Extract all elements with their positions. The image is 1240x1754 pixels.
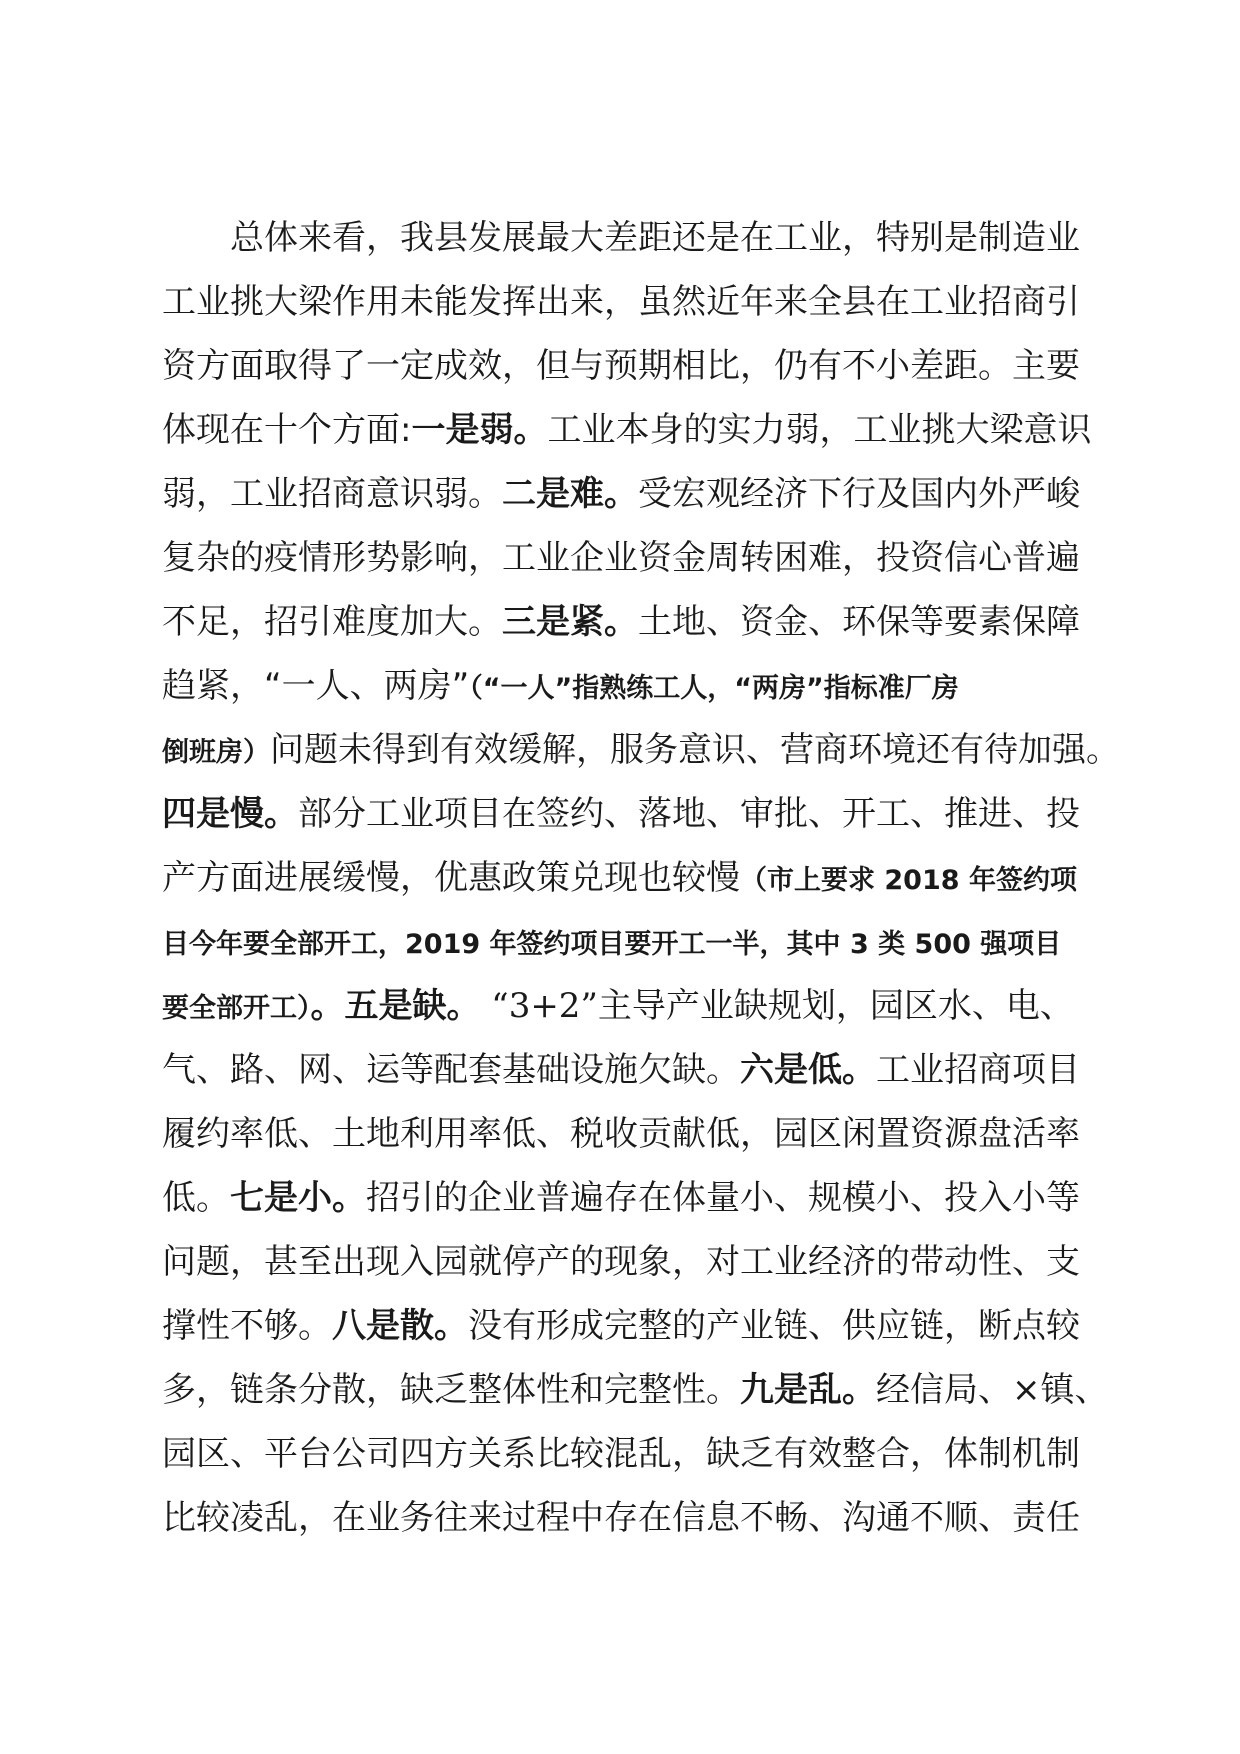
parenthetical-note: 倒班房） xyxy=(162,737,270,768)
text-line xyxy=(162,910,1086,974)
parenthetical-note: 目今年要全部开工，2019 年签约项目要开工一半，其中 3 类 500 强项目 xyxy=(162,929,1062,960)
text-run: 不足，招引难度加大。 xyxy=(162,602,502,642)
parenthetical-note: （市上要求 2018 年签约项 xyxy=(740,865,1077,896)
text-run: 复杂的疫情形势影响，工业企业资金周转困难，投资信心普遍 xyxy=(162,538,1080,578)
text-run: 主导产业缺规划，园区水、电、 xyxy=(597,986,1074,1026)
emphasis-heading: 三是紧。 xyxy=(502,602,638,642)
parenthetical-note: （“一人”指熟练工人，“两房”指标准厂房 xyxy=(469,673,959,704)
text-run: 经信局、×镇、 xyxy=(876,1370,1109,1410)
text-line xyxy=(162,846,1086,910)
emphasis-heading: 九是乱。 xyxy=(740,1370,876,1410)
parenthetical-note: 要全部开工） xyxy=(162,993,311,1024)
text-line xyxy=(162,1422,1086,1486)
text-run: 履约率低、土地利用率低、税收贡献低，园区闲置资源盘活率 xyxy=(162,1114,1080,1154)
text-run: 工业本身的实力弱，工业挑大梁意识 xyxy=(547,410,1092,450)
text-run: 工业招商项目 xyxy=(876,1050,1080,1090)
text-run: 撑性不够。 xyxy=(162,1306,332,1346)
emphasis-heading: 八是散。 xyxy=(332,1306,468,1346)
text-line xyxy=(162,206,1086,270)
text-run: 体现在十个方面: xyxy=(162,410,412,450)
text-run: 产方面进展缓慢，优惠政策兑现也较慢 xyxy=(162,858,740,898)
text-run: 低。 xyxy=(162,1178,230,1218)
text-run: 比较凌乱，在业务往来过程中存在信息不畅、沟通不顺、责任 xyxy=(162,1498,1080,1538)
emphasis-heading: 七是小。 xyxy=(230,1178,366,1218)
text-run: 园区、平台公司四方关系比较混乱，缺乏有效整合，体制机制 xyxy=(162,1434,1080,1474)
text-run: 招引的企业普遍存在体量小、规模小、投入小等 xyxy=(366,1178,1080,1218)
text-line xyxy=(162,1486,1086,1550)
text-run: 多，链条分散，缺乏整体性和完整性。 xyxy=(162,1370,740,1410)
text-run: 土地、资金、环保等要素保障 xyxy=(638,602,1080,642)
text-run: 弱，工业招商意识弱。 xyxy=(162,474,502,514)
text-line xyxy=(162,526,1086,590)
text-run: 问题未得到有效缓解，服务意识、营商环境还有待加强。 xyxy=(270,730,1120,770)
body-paragraph xyxy=(162,206,1120,1550)
text-line xyxy=(162,718,1120,782)
emphasis-heading: 一是弱。 xyxy=(411,410,548,450)
text-run: 总体来看，我县发展最大差距还是在工业，特别是制造业 xyxy=(162,218,1080,258)
text-run: 资方面取得了一定成效，但与预期相比，仍有不小差距。主要 xyxy=(162,346,1080,386)
text-line xyxy=(162,270,1086,334)
text-run: “3+2” xyxy=(480,986,598,1026)
emphasis-heading: 六是低。 xyxy=(740,1050,876,1090)
text-line xyxy=(162,782,1086,846)
text-line xyxy=(162,590,1086,654)
text-run: 受宏观经济下行及国内外严峻 xyxy=(638,474,1080,514)
emphasis-heading: 二是难。 xyxy=(502,474,638,514)
text-line xyxy=(162,1166,1086,1230)
text-line xyxy=(162,1358,1109,1422)
text-run: 气、路、网、运等配套基础设施欠缺。 xyxy=(162,1050,740,1090)
emphasis-heading: 。五是缺。 xyxy=(310,986,481,1026)
text-line xyxy=(162,1102,1086,1166)
text-line xyxy=(162,1294,1086,1358)
text-line xyxy=(162,398,1092,462)
text-run: 没有形成完整的产业链、供应链，断点较 xyxy=(468,1306,1080,1346)
text-run: 趋紧，“一人、两房” xyxy=(162,666,470,706)
text-line xyxy=(162,974,1086,1038)
text-line xyxy=(162,462,1086,526)
text-line xyxy=(162,1038,1086,1102)
emphasis-heading: 四是慢。 xyxy=(162,794,298,834)
text-run: 问题，甚至出现入园就停产的现象，对工业经济的带动性、支 xyxy=(162,1242,1080,1282)
text-run: 部分工业项目在签约、落地、审批、开工、推进、投 xyxy=(298,794,1080,834)
text-line xyxy=(162,1230,1086,1294)
text-run: 工业挑大梁作用未能发挥出来，虽然近年来全县在工业招商引 xyxy=(162,282,1080,322)
text-line xyxy=(162,654,1086,718)
text-line xyxy=(162,334,1086,398)
